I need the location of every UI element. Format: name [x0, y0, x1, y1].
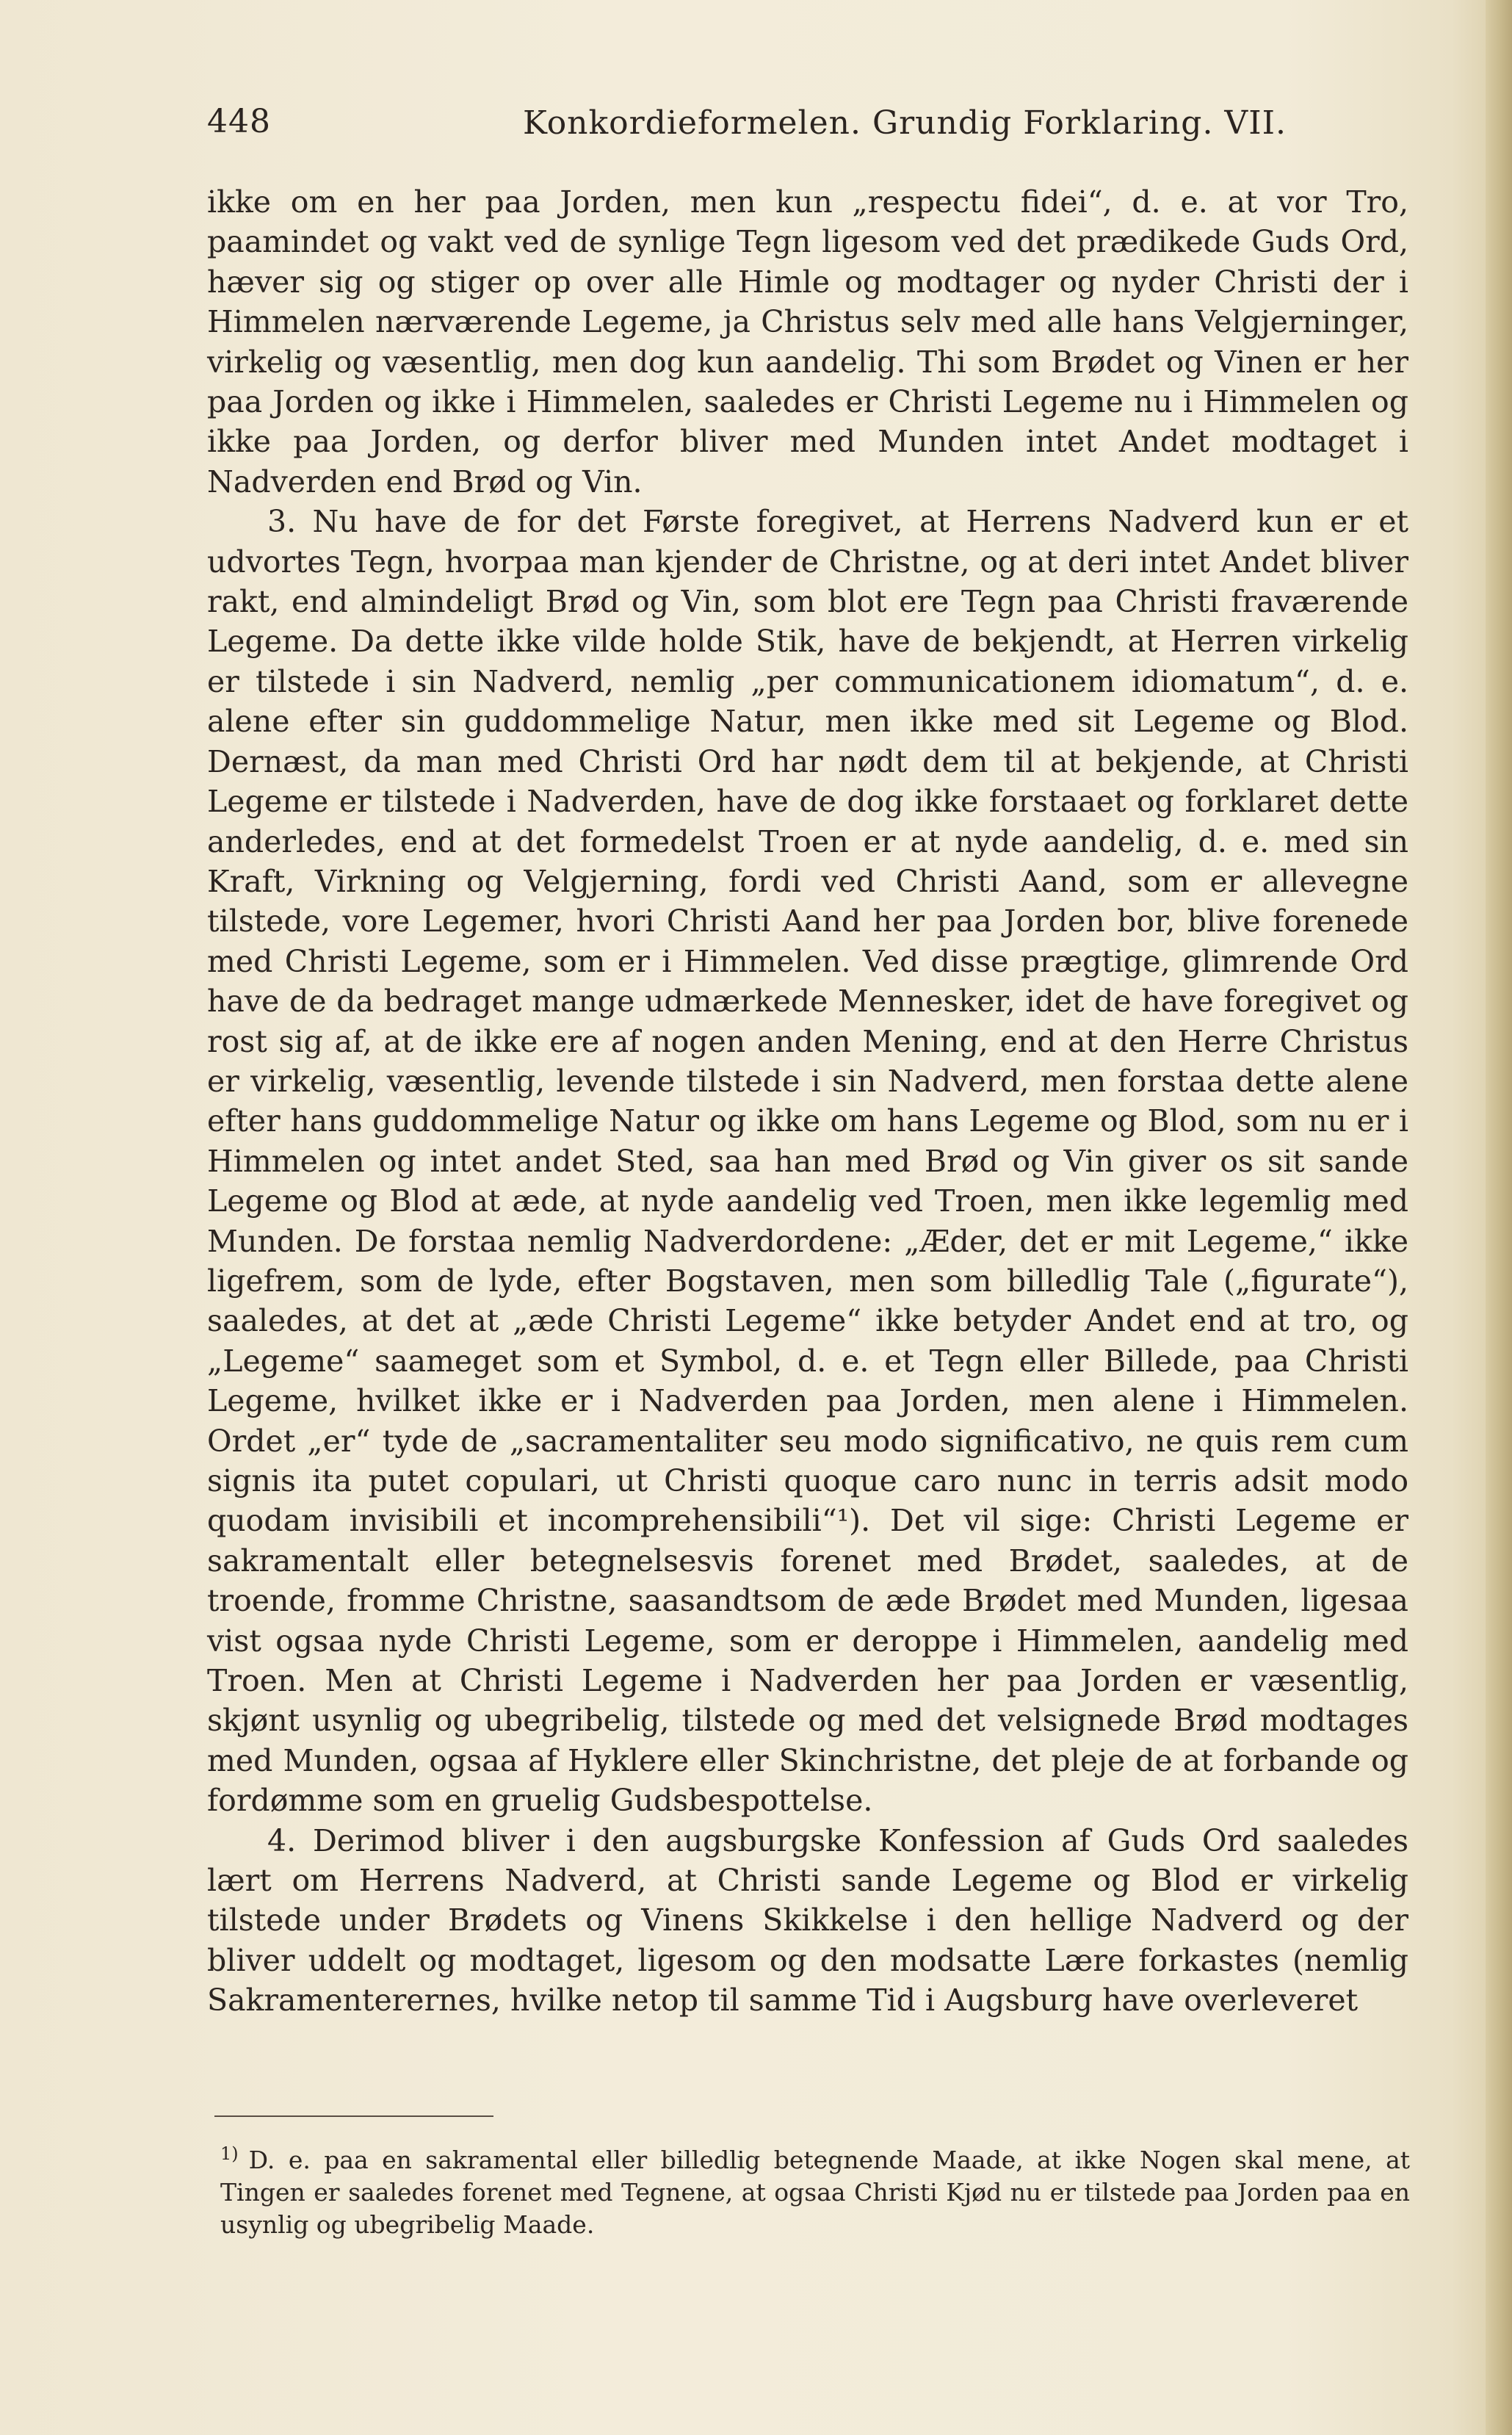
footnote-rule — [214, 2115, 493, 2117]
page-number: 448 — [207, 103, 271, 140]
page-header — [207, 103, 1411, 154]
footnote-text: D. e. paa en sakramental eller billedlig betegnende Maade, at ikke Nogen skal mene, at Tingen er saaledes forenet med Tegnene, at ogsaa Christi Kjød nu er tilstede paa Jorden paa en usynlig og ubegribelig Maade. — [220, 2146, 1410, 2239]
page-edge — [1486, 0, 1512, 2435]
running-title: Konkordieformelen. Grundig Forklaring. VII. — [523, 104, 1287, 142]
paragraph-3: 4. Derimod bliver i den augsburgske Konfession af Guds Ord saaledes lært om Herrens Nadverd, at Christi sande Legeme og Blod er virkelig tilstede under Brødets og Vinens Skikkelse i den hellige Nadverd og der bliver uddelt og modtaget, ligesom og den modsatte Lære forkastes (nemlig Sakramenterernes, hvilke netop til samme Tid i Augsburg have overleveret — [207, 1822, 1408, 2019]
body-text — [207, 182, 1408, 2021]
paragraph-1: ikke om en her paa Jorden, men kun „respectu fidei“, d. e. at vor Tro, paamindet og vakt ved de synlige Tegn ligesom ved det prædikede Guds Ord, hæver sig og stiger op over alle Himle og modtager og nyder Christi der i Himmelen nærværende Legeme, ja Christus selv med alle hans Velgjerninger, virkelig og væsentlig, men dog kun aandelig. Thi som Brødet og Vinen er her paa Jorden og ikke i Himmelen, saaledes er Christi Legeme nu i Himmelen og ikke paa Jorden, og derfor bliver med Munden intet Andet modtaget i Nadverden end Brød og Vin. — [207, 184, 1408, 499]
footnote-mark: 1) — [220, 2143, 239, 2164]
paragraph-2: 3. Nu have de for det Første foregivet, at Herrens Nadverd kun er et udvortes Tegn, hvorpaa man kjender de Christne, og at deri intet Andet bliver rakt, end almindeligt Brød og Vin, som blot ere Tegn paa Christi fraværende Legeme. Da dette ikke vilde holde Stik, have de bekjendt, at Herren virkelig er tilstede i sin Nadverd, nemlig „per communicationem idiomatum“, d. e. alene efter sin guddommelige Natur, men ikke med sit Legeme og Blod. Dernæst, da man med Christi Ord har nødt dem til at bekjende, at Christi Legeme er tilstede i Nadverden, have de dog ikke forstaaet og forklaret dette anderledes, end at det formedelst Troen er at nyde aandelig, d. e. med sin Kraft, Virkning og Velgjerning, fordi ved Christi Aand, som er allevegne tilstede, vore Legemer, hvori Christi Aand her paa Jorden bor, blive forenede med Christi Legeme, som er i Himmelen. Ved disse prægtige, glimrende Ord have de da bedraget mange udmærkede Mennesker, idet de have foregivet og rost sig af, at de ikke ere af nogen anden Mening, end at den Herre Christus er virkelig, væsentlig, levende tilstede i sin Nadverd, men forstaa dette alene efter hans guddommelige Natur og ikke om hans Legeme og Blod, som nu er i Himmelen og intet andet Sted, saa han med Brød og Vin giver os sit sande Legeme og Blod at æde, at nyde aandelig ved Troen, men ikke legemlig med Munden. De forstaa nemlig Nadverdordene: „Æder, det er mit Legeme,“ ikke ligefrem, som de lyde, efter Bogstaven, men som billedlig Tale („figurate“), saaledes, at det at „æde Christi Legeme“ ikke betyder Andet end at tro, og „Legeme“ saameget som et Symbol, d. e. et Tegn eller Billede, paa Christi Legeme, hvilket ikke er i Nadverden paa Jorden, men alene i Himmelen. Ordet „er“ tyde de „sacramentaliter seu modo significativo, ne quis rem cum signis ita putet copulari, ut Christi quoque caro nunc in terris adsit modo quodam invisibili et incomprehensibili“¹). Det vil sige: Christi Legeme er sakramentalt eller betegnelsesvis forenet med Brødet, saaledes, at de troende, fromme Christne, saasandtsom de æde Brødet med Munden, ligesaa vist ogsaa nyde Christi Legeme, som er deroppe i Himmelen, aandelig med Troen. Men at Christi Legeme i Nadverden her paa Jorden er væsentlig, skjønt usynlig og ubegribelig, tilstede og med det velsignede Brød modtages med Munden, ogsaa af Hyklere eller Skinchristne, det pleje de at forbande og fordømme som en gruelig Gudsbespottelse. — [207, 504, 1408, 1819]
footnote — [220, 2138, 1410, 2241]
